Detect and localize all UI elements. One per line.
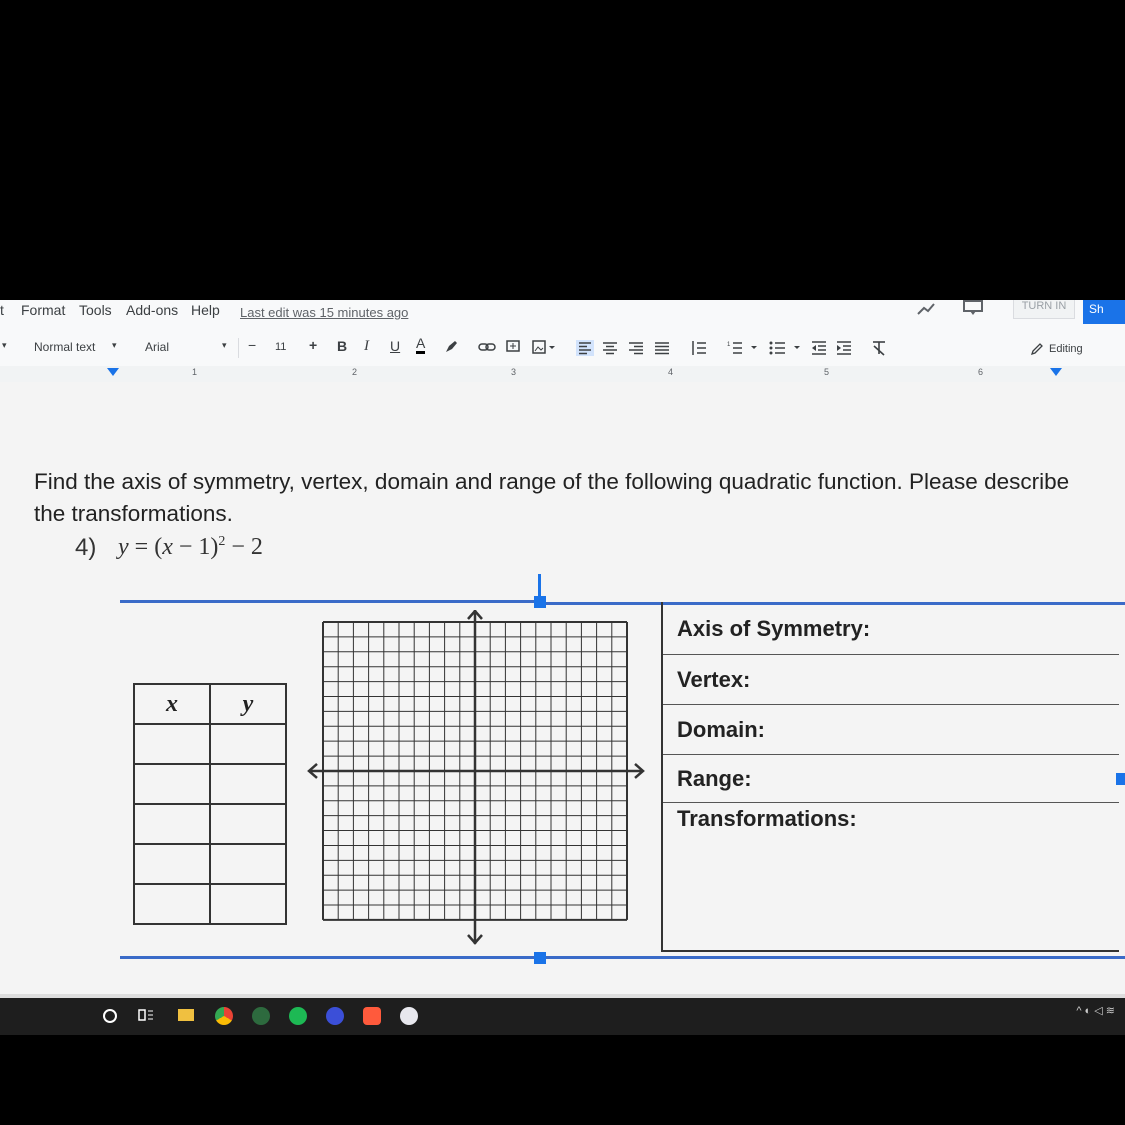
menu-help[interactable]: Help bbox=[191, 302, 220, 318]
table-cell bbox=[210, 764, 286, 804]
ruler[interactable] bbox=[0, 366, 1125, 383]
highlight-icon[interactable] bbox=[443, 340, 459, 354]
italic-button[interactable]: I bbox=[364, 338, 369, 354]
range-label: Range: bbox=[677, 766, 752, 791]
table-cell bbox=[134, 884, 210, 924]
itunes-icon[interactable] bbox=[400, 1007, 418, 1025]
answer-row bbox=[663, 602, 1119, 655]
axis-of-symmetry-label: Axis of Symmetry: bbox=[677, 616, 871, 641]
divider bbox=[238, 338, 239, 358]
turn-in-button[interactable]: TURN IN bbox=[1013, 300, 1075, 319]
table-cell bbox=[134, 844, 210, 884]
table-row bbox=[134, 764, 286, 804]
menu-tools[interactable]: Tools bbox=[79, 302, 112, 318]
style-select[interactable]: Normal text bbox=[34, 340, 96, 354]
table-cell bbox=[134, 764, 210, 804]
document-page[interactable] bbox=[0, 382, 1125, 994]
app-icon[interactable] bbox=[326, 1007, 344, 1025]
image-border-top bbox=[120, 600, 540, 603]
decrease-indent-icon[interactable] bbox=[811, 340, 827, 356]
align-right-icon[interactable] bbox=[628, 340, 644, 356]
eq-part: = ( bbox=[128, 534, 163, 560]
line-spacing-icon[interactable] bbox=[689, 340, 707, 356]
domain-label: Domain: bbox=[677, 717, 765, 742]
menu-bar bbox=[0, 300, 1125, 328]
text-color-button[interactable]: A bbox=[416, 336, 425, 354]
coordinate-grid bbox=[305, 610, 650, 945]
underline-button[interactable]: U bbox=[390, 338, 401, 354]
resize-handle[interactable] bbox=[534, 952, 546, 964]
ruler-right-marker[interactable] bbox=[1050, 368, 1062, 376]
search-circle-icon[interactable] bbox=[103, 1009, 117, 1023]
svg-text:1: 1 bbox=[727, 342, 731, 348]
transformations-label: Transformations: bbox=[677, 806, 857, 831]
x-column-header: x bbox=[134, 684, 210, 724]
ruler-tick: 4 bbox=[668, 367, 674, 377]
y-column-header: y bbox=[210, 684, 286, 724]
answer-row bbox=[663, 802, 1119, 952]
font-size-input[interactable]: 11 bbox=[275, 341, 287, 353]
question-text: Find the axis of symmetry, vertex, domain and range of the following quadratic function. Please describe the transformations. bbox=[34, 469, 1070, 526]
ruler-indent-marker[interactable] bbox=[107, 368, 119, 376]
comment-icon[interactable] bbox=[962, 300, 984, 316]
decrease-font-button[interactable]: − bbox=[248, 337, 257, 353]
task-view-icon[interactable] bbox=[138, 1008, 154, 1022]
table-row bbox=[134, 804, 286, 844]
table-cell bbox=[210, 804, 286, 844]
bold-button[interactable]: B bbox=[337, 338, 348, 354]
table-cell bbox=[134, 724, 210, 764]
link-icon[interactable] bbox=[478, 342, 496, 352]
menu-format[interactable]: Format bbox=[21, 302, 66, 318]
clear-formatting-icon[interactable] bbox=[871, 340, 887, 356]
problem-number: 4) bbox=[75, 534, 97, 561]
table-row bbox=[134, 884, 286, 924]
last-edit-link[interactable]: Last edit was 15 minutes ago bbox=[240, 305, 409, 320]
answer-row bbox=[663, 704, 1119, 755]
table-row bbox=[134, 724, 286, 764]
xy-table bbox=[133, 683, 287, 925]
align-left-icon[interactable] bbox=[576, 340, 594, 356]
table-cell bbox=[134, 804, 210, 844]
answer-panel bbox=[661, 602, 1123, 952]
spotify-icon[interactable] bbox=[289, 1007, 307, 1025]
eq-part: − 1) bbox=[172, 534, 219, 560]
table-cell bbox=[210, 724, 286, 764]
menu-insert[interactable]: t bbox=[0, 302, 4, 318]
taskbar bbox=[0, 998, 1125, 1035]
share-button[interactable]: Sh bbox=[1083, 300, 1125, 324]
trend-icon[interactable] bbox=[916, 302, 936, 316]
answer-row bbox=[663, 754, 1119, 803]
insert-image-icon[interactable] bbox=[532, 340, 556, 354]
toolbar bbox=[0, 332, 1125, 366]
image-border-bottom bbox=[120, 956, 1125, 959]
chrome-icon[interactable] bbox=[215, 1007, 233, 1025]
table-row bbox=[134, 844, 286, 884]
ruler-tick: 1 bbox=[192, 367, 198, 377]
font-select[interactable]: Arial bbox=[145, 340, 170, 354]
screen bbox=[0, 300, 1125, 1035]
ruler-tick: 3 bbox=[511, 367, 517, 377]
bulleted-list-icon[interactable] bbox=[769, 340, 803, 356]
eq-part: − 2 bbox=[225, 534, 263, 560]
ruler-tick: 6 bbox=[978, 367, 984, 377]
app-shield-icon[interactable] bbox=[252, 1007, 270, 1025]
app-icon[interactable] bbox=[363, 1007, 381, 1025]
numbered-list-icon[interactable] bbox=[727, 340, 759, 356]
resize-handle[interactable] bbox=[534, 596, 546, 608]
style-dropdown-icon[interactable]: ▾ bbox=[112, 340, 117, 350]
font-dropdown-icon[interactable]: ▾ bbox=[222, 340, 227, 350]
pencil-icon bbox=[1030, 342, 1044, 356]
add-comment-icon[interactable] bbox=[506, 340, 520, 354]
justify-icon[interactable] bbox=[654, 340, 670, 356]
eq-y: y bbox=[118, 534, 129, 560]
vertex-label: Vertex: bbox=[677, 667, 751, 692]
system-tray-icons[interactable]: ^ ◐ ◁ ≋ bbox=[1076, 1005, 1115, 1017]
equation bbox=[118, 534, 263, 561]
menu-addons[interactable]: Add-ons bbox=[126, 302, 179, 318]
answer-row bbox=[663, 654, 1119, 705]
ruler-tick: 5 bbox=[824, 367, 830, 377]
increase-font-button[interactable]: + bbox=[309, 337, 318, 353]
dropdown-arrow-icon[interactable]: ▾ bbox=[2, 340, 7, 350]
ruler-tick: 2 bbox=[352, 367, 358, 377]
eq-x: x bbox=[162, 534, 173, 560]
increase-indent-icon[interactable] bbox=[836, 340, 852, 356]
editing-mode-button[interactable]: Editing bbox=[1049, 343, 1083, 355]
table-cell bbox=[210, 844, 286, 884]
file-explorer-icon[interactable] bbox=[178, 1009, 194, 1021]
eq-exponent: 2 bbox=[218, 534, 226, 549]
table-cell bbox=[210, 884, 286, 924]
align-center-icon[interactable] bbox=[602, 340, 618, 356]
